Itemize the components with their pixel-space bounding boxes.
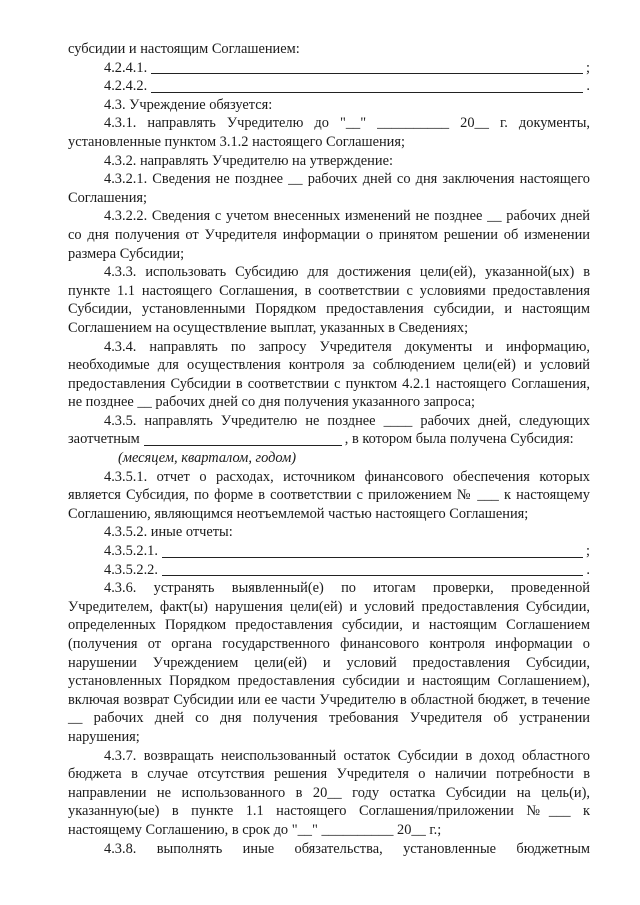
blank-line-43521: 4.3.5.2.1. ; bbox=[104, 543, 590, 560]
fill-in-blank bbox=[144, 432, 342, 446]
clause-4351: 4.3.5.1. отчет о расходах, источником финансового обеспечения которых является Субсидия, по форме в соответствии с приложением № ___ к настоящему Соглашению, являющимся неотъемлемой частью настоящего Соглашения; bbox=[68, 468, 590, 522]
blank-line-4242: 4.2.4.2. . bbox=[104, 78, 590, 95]
blank-line-4241: 4.2.4.1. ; bbox=[104, 59, 590, 76]
clause-4322: 4.3.2.2. Сведения с учетом внесенных изменений не позднее __ рабочих дней со дня получения от Учредителя информации о принятом решении об изменении размера Субсидии; bbox=[68, 208, 590, 262]
section-heading: 4.3. Учреждение обязуется: bbox=[104, 96, 273, 113]
clause-437: 4.3.7. возвращать неиспользованный остаток Субсидии в доход областного бюджета в случае отсутствия решения Учредителя о наличии потребности в направлении не использованного в 20__ году остатка Субсидии на цель(и), указанную(ые) в пункте 1.1 настоящего Соглашения/приложении №___ к настоящему Соглашению, в срок до "__" __________ 20__ г.; bbox=[68, 747, 590, 838]
clause-436: 4.3.6. устранять выявленный(е) по итогам проверки, проведенной Учредителем, факт(ы) нарушения цели(ей) и условий предоставления Субсидии, определенных Порядком предоставления субсидии, и настоящим Соглашением (получения от органа государственного финансового контроля информации о нарушении Учреждением цели(ей) и условий предоставления Субсидии, установленных Порядком предоставления субсидии и настоящим Соглашением), включая возврат Субсидии или ее части Учредителю в областной бюджет, в течение __ рабочих дней со дня получения требования Учредителя об устранении нарушения; bbox=[68, 580, 590, 745]
clause-435: 4.3.5. направлять Учредителю не позднее ____ рабочих дней, следующих bbox=[104, 412, 590, 429]
document-page bbox=[68, 40, 590, 858]
clause-438: 4.3.8. выполнять иные обязательства, установленные бюджетным bbox=[104, 840, 590, 857]
fill-in-blank bbox=[151, 79, 583, 93]
clause-431: 4.3.1. направлять Учредителю до "__" __________ 20__ г. документы, установленные пунктом 3.1.2 настоящего Соглашения; bbox=[68, 115, 590, 150]
fill-in-blank bbox=[151, 60, 583, 74]
period-note: (месяцем, кварталом, годом) bbox=[118, 450, 297, 467]
clause-435-continued: заотчетным , в котором была получена Субсидия: bbox=[68, 431, 574, 448]
clause-4352: 4.3.5.2. иные отчеты: bbox=[104, 524, 233, 541]
text-line: субсидии и настоящим Соглашением: bbox=[68, 41, 300, 57]
fill-in-blank bbox=[162, 562, 583, 576]
clause-432: 4.3.2. направлять Учредителю на утверждение: bbox=[104, 152, 393, 169]
clause-4321: 4.3.2.1. Сведения не позднее __ рабочих дней со дня заключения настоящего Соглашения; bbox=[68, 171, 590, 206]
fill-in-blank bbox=[162, 544, 583, 558]
clause-434: 4.3.4. направлять по запросу Учредителя документы и информацию, необходимые для осуществления контроля за соблюдением цели(ей) и условий предоставления Субсидии в соответствии с пунктом 4.2.1 настоящего Соглашения, не позднее __ рабочих дней со дня получения указанного запроса; bbox=[68, 338, 590, 411]
blank-line-43522: 4.3.5.2.2. . bbox=[104, 561, 590, 578]
clause-433: 4.3.3. использовать Субсидию для достижения цели(ей), указанной(ых) в пункте 1.1 настоящего Соглашения, в соответствии с условиями предоставления Субсидии, установленными Порядком предоставления субсидии, и настоящим Соглашением на осуществление выплат, указанных в Сведениях; bbox=[68, 264, 590, 336]
